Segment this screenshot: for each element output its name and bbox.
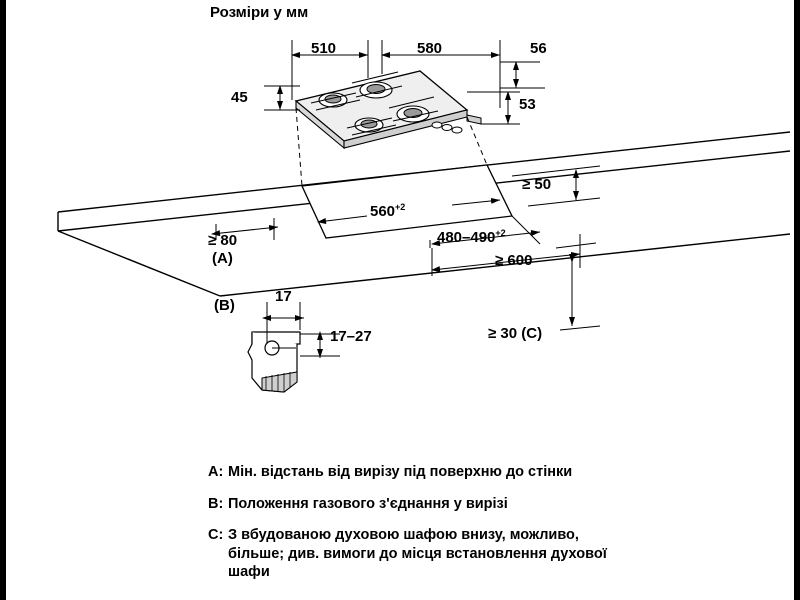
gas-connection-stub — [467, 115, 481, 124]
legend-item-b — [208, 495, 608, 514]
dim-label-17: 17 — [275, 288, 292, 305]
dim-label-ge80: ≥ 80 — [208, 232, 238, 249]
dim-label-53: 53 — [519, 96, 536, 113]
dim-label-510: 510 — [311, 40, 337, 57]
legend-text-c: З вбудованою духовою шафою внизу, можливо, більше; див. вимоги до місця встановлення духової шафи — [228, 527, 607, 581]
control-knobs — [432, 122, 462, 133]
detail-label-B: (B) — [214, 297, 235, 314]
legend-item-a — [208, 463, 608, 482]
legend-key-b: B: — [208, 495, 224, 512]
legend-text-a: Мін. відстань від вирізу під поверхню до стінки — [228, 464, 573, 480]
dim-label-480-490: $480-490^{+2}$ — [437, 228, 506, 246]
dim-label-ge600: ≥ 600 — [495, 252, 533, 269]
dim-45 — [264, 86, 300, 110]
dim-label-56: 56 — [530, 40, 547, 57]
detail-b-bracket — [248, 332, 300, 392]
legend — [208, 463, 608, 595]
legend-text-b: Положення газового з'єднання у вирізі — [228, 495, 508, 512]
dim-label-45: 45 — [231, 89, 248, 106]
dim-label-580: 580 — [417, 40, 443, 57]
dim-label-560: $560^{+2}$ — [370, 202, 406, 220]
dim-56 — [500, 62, 545, 88]
page-title: Розміри у мм — [210, 4, 309, 21]
detail-label-A: (A) — [212, 250, 233, 267]
dim-label-17-27: 17–27 — [330, 328, 372, 345]
dim-label-ge30-C: ≥ 30 (C) — [488, 325, 543, 342]
dim-label-ge50: ≥ 50 — [522, 176, 552, 193]
legend-key-a: A: — [208, 464, 224, 480]
legend-item-c — [208, 526, 608, 582]
legend-key-c: C: — [208, 527, 224, 544]
